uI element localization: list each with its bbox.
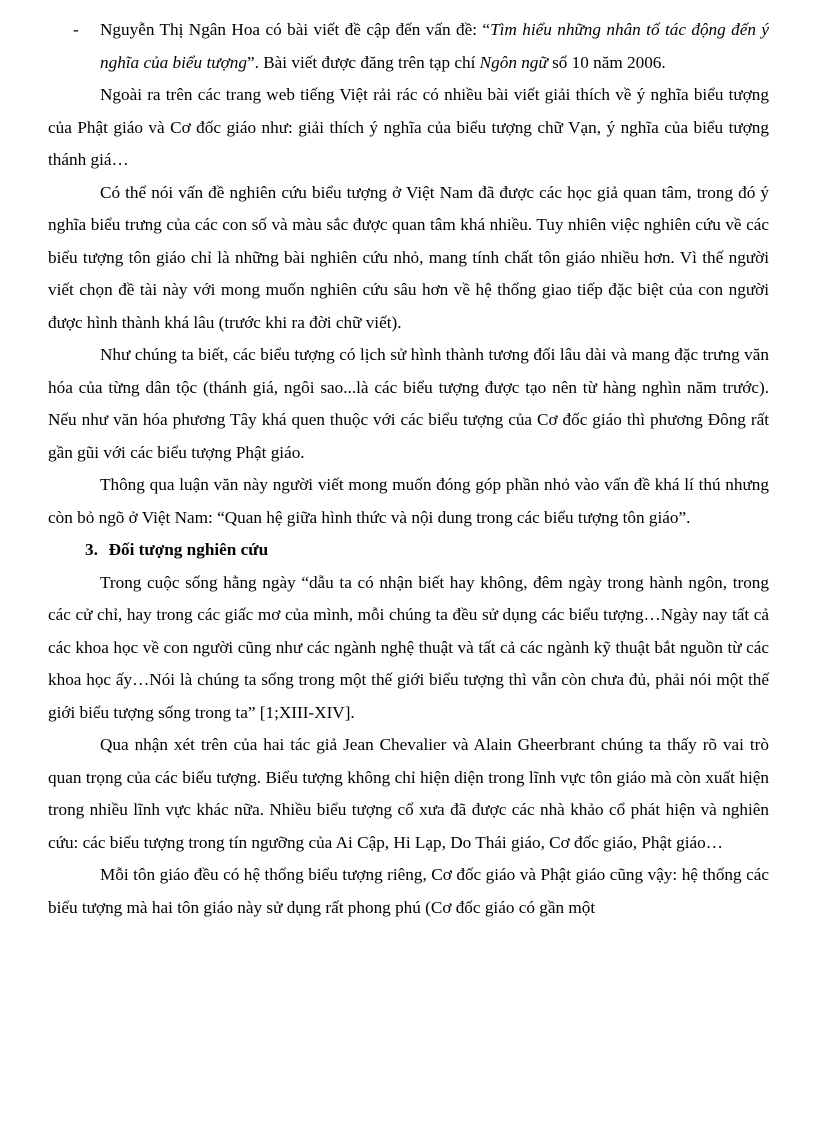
section-heading bbox=[48, 534, 769, 567]
paragraph-research-vietnam: Có thể nói vấn đề nghiên cứu biểu tượng ở Việt Nam đã được các học giả quan tâm, trong đó ý nghĩa biểu trưng của các con số và màu sắc được quan tâm khá nhiều. Tuy nhiên việc nghiên cứu về các biểu tượng tôn giáo chỉ là những bài nghiên cứu nhỏ, mang tính chất tôn giáo nhiều hơn. Vì thế người viết chọn đề tài này với mong muốn nghiên cứu sâu hơn về hệ thống giao tiếp đặc biệt của con người được hình thành khá lâu (trước khi ra đời chữ viết). bbox=[48, 182, 769, 332]
bullet-text-before: Nguyễn Thị Ngân Hoa có bài viết đề cập đến vấn đề: “ bbox=[100, 20, 491, 39]
paragraph-authors-remark: Qua nhận xét trên của hai tác giả Jean Chevalier và Alain Gheerbrant chúng ta thấy rõ vai trò quan trọng của các biểu tượng. Biểu tượng không chỉ hiện diện trong lĩnh vực tôn giáo mà còn xuất hiện trong nhiều lĩnh vực khác nữa. Nhiều biểu tượng cổ xưa đã được các nhà khảo cổ phát hiện và nghiên cứu: các biểu tượng trong tín ngưỡng của Ai Cập, Hi Lạp, Do Thái giáo, Cơ đốc giáo, Phật giáo… bbox=[48, 735, 769, 852]
paragraph-symbol-history: Như chúng ta biết, các biểu tượng có lịch sử hình thành tương đối lâu dài và mang đặc trưng văn hóa của từng dân tộc (thánh giá, ngôi sao...là các biểu tượng được tạo nên từ hàng nghìn năm trước). Nếu như văn hóa phương Tây khá quen thuộc với các biểu tượng của Cơ đốc giáo thì phương Đông rất gần gũi với các biểu tượng Phật giáo. bbox=[48, 345, 769, 462]
bullet-italic-title: Tìm hiểu những nhân tố tác động đến ý nghĩa của biểu tượng bbox=[100, 20, 769, 72]
section-number: 3. bbox=[85, 540, 98, 559]
section-title: Đối tượng nghiên cứu bbox=[108, 540, 269, 559]
bullet-item-reference bbox=[48, 14, 769, 79]
paragraph-thesis-contribution: Thông qua luận văn này người viết mong muốn đóng góp phần nhỏ vào vấn đề khá lí thú nhưng còn bỏ ngõ ở Việt Nam: “Quan hệ giữa hình thức và nội dung trong các biểu tượng tôn giáo”. bbox=[48, 475, 769, 527]
bullet-italic-journal: Ngôn ngữ bbox=[479, 52, 548, 72]
paragraph-religion-symbols: Mỗi tôn giáo đều có hệ thống biểu tượng riêng, Cơ đốc giáo và Phật giáo cũng vậy: hệ thống các biểu tượng mà hai tôn giáo này sử dụng rất phong phú (Cơ đốc giáo có gần một bbox=[48, 865, 769, 917]
bullet-text-middle: ”. Bài viết được đăng trên tạp chí bbox=[246, 52, 480, 72]
bullet-text-after: số 10 năm 2006. bbox=[547, 52, 666, 72]
bullet-dash: - bbox=[73, 20, 79, 39]
document-page bbox=[48, 14, 769, 924]
paragraph-web-articles: Ngoài ra trên các trang web tiếng Việt rải rác có nhiều bài viết giải thích về ý nghĩa biểu tượng của Phật giáo và Cơ đốc giáo như: giải thích ý nghĩa của biểu tượng chữ Vạn, ý nghĩa của biểu tượng thánh giá… bbox=[48, 85, 769, 169]
paragraph-daily-life-quote: Trong cuộc sống hằng ngày “dẫu ta có nhận biết hay không, đêm ngày trong hành ngôn, trong các cử chỉ, hay trong các giấc mơ của mình, mỗi chúng ta đều sử dụng các biểu tượng…Ngày nay tất cả các khoa học về con người cũng như các ngành nghệ thuật và tất cả các ngành kỹ thuật bắt nguồn từ các khoa học ấy…Nói là chúng ta sống trong một thế giới biểu tượng thì vẫn còn chưa đủ, phải nói một thế giới biểu tượng sống trong ta” [1;XIII-XIV]. bbox=[48, 572, 769, 722]
